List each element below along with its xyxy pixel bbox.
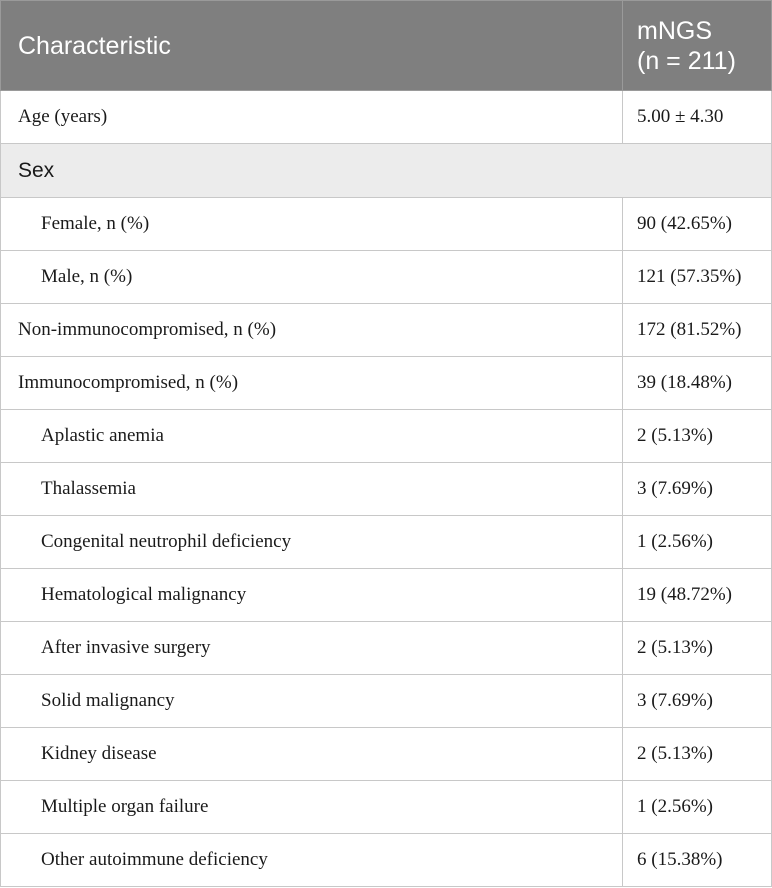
table-header-row [1, 1, 772, 91]
row-value: 2 (5.13%) [623, 622, 772, 675]
table-row [1, 251, 772, 304]
table-row [1, 91, 772, 144]
section-label: Sex [1, 144, 772, 198]
table-row [1, 357, 772, 410]
row-label: Hematological malignancy [1, 569, 623, 622]
row-value: 3 (7.69%) [623, 675, 772, 728]
row-label: Solid malignancy [1, 675, 623, 728]
row-value: 1 (2.56%) [623, 781, 772, 834]
row-label: Female, n (%) [1, 198, 623, 251]
row-value: 6 (15.38%) [623, 834, 772, 887]
header-mngs-count: (n = 211) [637, 46, 736, 75]
row-label: Multiple organ failure [1, 781, 623, 834]
header-mngs-label: mNGS [637, 16, 712, 45]
row-value: 121 (57.35%) [623, 251, 772, 304]
table-row [1, 304, 772, 357]
section-row-sex [1, 144, 772, 198]
row-value: 90 (42.65%) [623, 198, 772, 251]
row-value: 19 (48.72%) [623, 569, 772, 622]
table-row [1, 728, 772, 781]
row-label: Immunocompromised, n (%) [1, 357, 623, 410]
row-label: Age (years) [1, 91, 623, 144]
row-label: Congenital neutrophil deficiency [1, 516, 623, 569]
header-characteristic: Characteristic [1, 1, 623, 91]
header-mngs-group [623, 1, 772, 91]
row-value: 172 (81.52%) [623, 304, 772, 357]
row-value: 2 (5.13%) [623, 410, 772, 463]
table-row [1, 463, 772, 516]
row-label: Male, n (%) [1, 251, 623, 304]
row-label: Aplastic anemia [1, 410, 623, 463]
row-value: 2 (5.13%) [623, 728, 772, 781]
row-label: Other autoimmune deficiency [1, 834, 623, 887]
row-label: Non-immunocompromised, n (%) [1, 304, 623, 357]
table-row [1, 781, 772, 834]
row-label: Thalassemia [1, 463, 623, 516]
row-value: 39 (18.48%) [623, 357, 772, 410]
row-label: Kidney disease [1, 728, 623, 781]
row-value: 5.00 ± 4.30 [623, 91, 772, 144]
table-row [1, 834, 772, 887]
table-row [1, 622, 772, 675]
table-row [1, 675, 772, 728]
row-label: After invasive surgery [1, 622, 623, 675]
row-value: 1 (2.56%) [623, 516, 772, 569]
table-row [1, 410, 772, 463]
row-value: 3 (7.69%) [623, 463, 772, 516]
table-row [1, 516, 772, 569]
table-row [1, 198, 772, 251]
table-row [1, 569, 772, 622]
